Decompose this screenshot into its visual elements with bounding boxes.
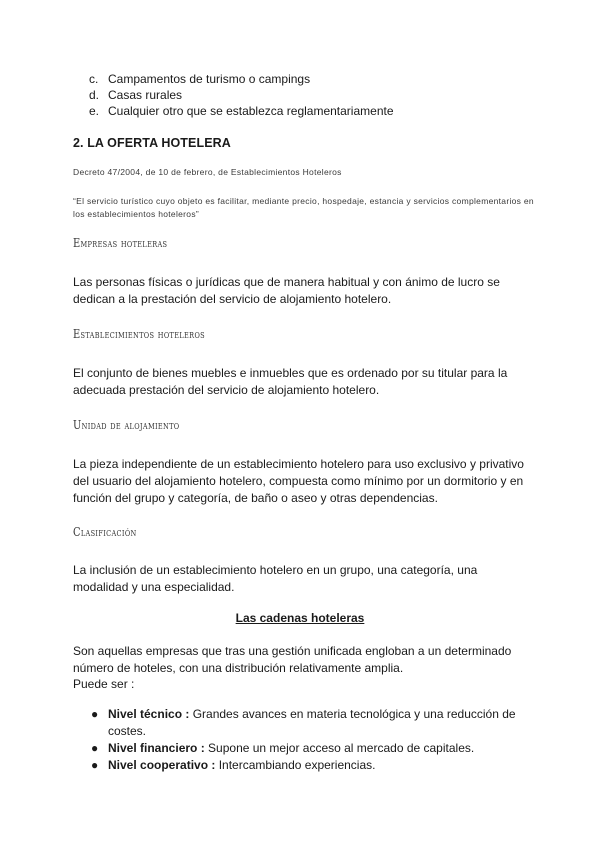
list-item xyxy=(89,87,182,103)
section-title: 2. LA OFERTA HOTELERA xyxy=(73,136,231,150)
paragraph-establecimientos-hoteleros: El conjunto de bienes muebles e inmuebles que es ordenado por su titular para la adecuada prestación del servicio de alojamiento hotelero. xyxy=(73,366,508,397)
bullet-item xyxy=(73,706,543,740)
paragraph-clasificacion: La inclusión de un establecimiento hotelero en un grupo, una categoría, una modalidad y una especialidad. xyxy=(73,563,478,594)
list-marker: c. xyxy=(89,72,99,86)
bullet-term: Nivel cooperativo : xyxy=(108,758,216,772)
list-item xyxy=(89,71,310,87)
list-item-text: Campamentos de turismo o campings xyxy=(108,72,311,86)
bullet-item xyxy=(73,757,543,774)
heading-empresas-hoteleras: Empresas hoteleras xyxy=(73,236,168,250)
list-item-text: Cualquier otro que se establezca reglamentariamente xyxy=(108,104,394,118)
bullet-term: Nivel financiero : xyxy=(108,741,205,755)
decree-reference: Decreto 47/2004, de 10 de febrero, de Establecimientos Hoteleros xyxy=(73,167,342,177)
chains-lead: Puede ser : xyxy=(73,677,135,691)
bullet-icon: ● xyxy=(91,741,99,755)
chains-intro: Son aquellas empresas que tras una gestión unificada engloban a un determinado número de hoteles, con una distribución relativamente amplia. xyxy=(73,644,512,675)
bullet-text: Supone un mejor acceso al mercado de capitales. xyxy=(208,741,475,755)
list-item-text: Casas rurales xyxy=(108,88,183,102)
heading-establecimientos-hoteleros: Establecimientos hoteleros xyxy=(73,327,205,341)
bullet-item xyxy=(73,740,543,757)
paragraph-empresas-hoteleras: Las personas físicas o jurídicas que de manera habitual y con ánimo de lucro se dedican a la prestación del servicio de alojamiento hotelero. xyxy=(73,275,500,306)
list-marker: e. xyxy=(89,104,100,118)
bullet-term: Nivel técnico : xyxy=(108,707,190,721)
bullet-text: Intercambiando experiencias. xyxy=(218,758,376,772)
list-marker: d. xyxy=(89,88,100,102)
definition-quote: “El servicio turístico cuyo objeto es facilitar, mediante precio, hospedaje, estancia y servicios complementarios en los establecimientos hoteleros” xyxy=(73,196,534,219)
heading-unidad-alojamiento: Unidad de alojamiento xyxy=(73,418,180,432)
chains-bullet-list xyxy=(73,706,543,774)
bullet-icon: ● xyxy=(91,707,99,721)
heading-clasificacion: Clasificación xyxy=(73,525,137,539)
bullet-icon: ● xyxy=(91,758,99,772)
list-item xyxy=(89,103,394,119)
paragraph-unidad-alojamiento: La pieza independiente de un establecimiento hotelero para uso exclusivo y privativo del usuario del alojamiento hotelero, compuesta como mínimo por un dormitorio y en función del grupo y categoría, de baño o aseo y otras dependencias. xyxy=(73,457,524,505)
chains-title: Las cadenas hoteleras xyxy=(235,611,365,625)
bullet-text: Grandes avances en materia tecnológica y una reducción de costes. xyxy=(108,707,516,738)
